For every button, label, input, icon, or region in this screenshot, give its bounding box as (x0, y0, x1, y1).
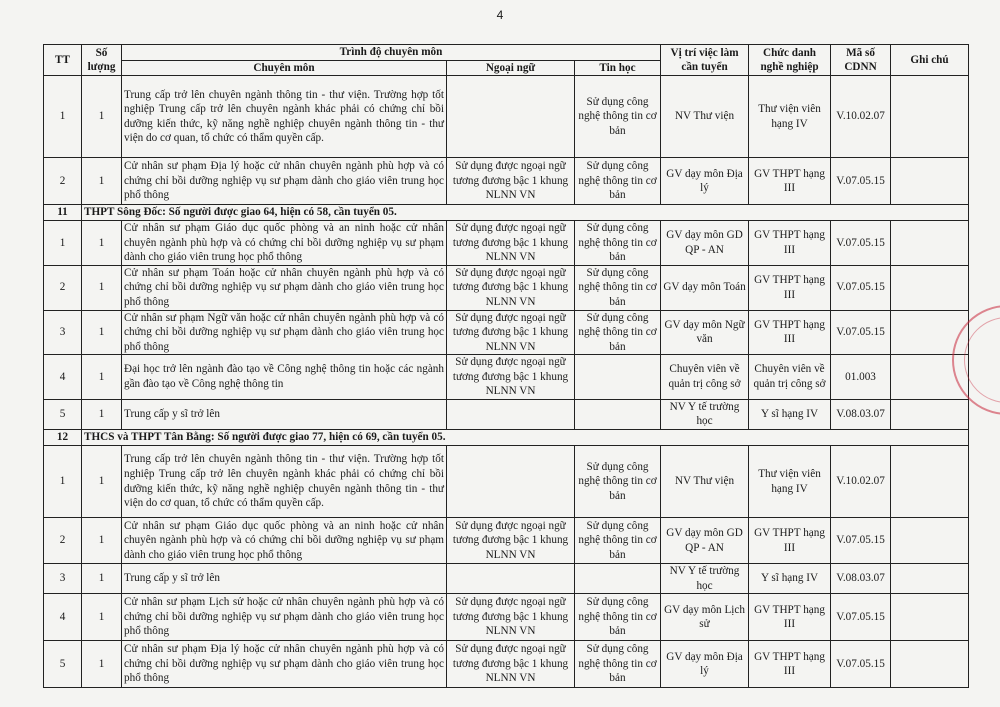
cell-tt: 2 (44, 518, 82, 564)
cell-ngoai-ngu (447, 564, 575, 594)
cell-so-luong: 1 (82, 446, 122, 518)
cell-ma-so: V.08.03.07 (831, 399, 891, 429)
cell-ma-so: 01.003 (831, 355, 891, 400)
cell-ngoai-ngu: Sử dụng được ngoại ngữ tương đương bậc 1 khung NLNN VN (447, 158, 575, 205)
header-trinh-do: Trình độ chuyên môn (122, 45, 661, 61)
cell-vi-tri: NV Thư viện (661, 76, 749, 158)
cell-vi-tri: Chuyên viên về quản trị công sở (661, 355, 749, 400)
official-seal-inner-ring (964, 317, 1000, 403)
cell-tin-hoc: Sử dụng công nghệ thông tin cơ bản (575, 76, 661, 158)
cell-chuyen-mon: Trung cấp trở lên chuyên ngành thông tin - thư viện. Trường hợp tốt nghiệp Trung cấp trở lên chuyên ngành khác phải có chứng chỉ bồi dưỡng kiến thức, kỹ năng nghề nghiệp chuyên ngành thông tin - thư viện do cơ quan, tổ chức có thẩm quyền cấp. (122, 76, 447, 158)
table-row (44, 158, 969, 205)
cell-vi-tri: GV dạy môn GD QP - AN (661, 518, 749, 564)
cell-ghi-chu (891, 265, 969, 310)
cell-ghi-chu (891, 564, 969, 594)
cell-ngoai-ngu: Sử dụng được ngoại ngữ tương đương bậc 1 khung NLNN VN (447, 594, 575, 641)
cell-chuc-danh: Chuyên viên về quản trị công sở (749, 355, 831, 400)
cell-tin-hoc (575, 399, 661, 429)
table-row (44, 399, 969, 429)
cell-tin-hoc: Sử dụng công nghệ thông tin cơ bản (575, 265, 661, 310)
cell-chuc-danh: GV THPT hạng III (749, 265, 831, 310)
cell-tin-hoc: Sử dụng công nghệ thông tin cơ bản (575, 158, 661, 205)
header-vi-tri: Vị trí việc làm cần tuyển (661, 45, 749, 76)
cell-ngoai-ngu (447, 399, 575, 429)
cell-tt: 1 (44, 76, 82, 158)
cell-tt: 3 (44, 310, 82, 355)
table-row (44, 518, 969, 564)
cell-so-luong: 1 (82, 594, 122, 641)
cell-vi-tri: GV dạy môn Lịch sử (661, 594, 749, 641)
section-number: 12 (44, 430, 82, 446)
table-row (44, 76, 969, 158)
header-row-1 (44, 45, 969, 61)
header-tin-hoc: Tin học (575, 60, 661, 76)
cell-ghi-chu (891, 518, 969, 564)
cell-so-luong: 1 (82, 76, 122, 158)
cell-ghi-chu (891, 221, 969, 266)
table-row (44, 355, 969, 400)
cell-chuyen-mon: Cử nhân sư phạm Giáo dục quốc phòng và an ninh hoặc cử nhân chuyên ngành phù hợp và có chứng chỉ bồi dưỡng nghiệp vụ sư phạm dành cho giáo viên trung học phổ thông (122, 518, 447, 564)
cell-so-luong: 1 (82, 310, 122, 355)
cell-chuc-danh: Thư viện viên hạng IV (749, 446, 831, 518)
cell-tt: 3 (44, 564, 82, 594)
cell-chuyen-mon: Cử nhân sư phạm Giáo dục quốc phòng và an ninh hoặc cử nhân chuyên ngành phù hợp và có chứng chỉ bồi dưỡng nghiệp vụ sư phạm dành cho giáo viên trung học phổ thông (122, 221, 447, 266)
cell-vi-tri: GV dạy môn Địa lý (661, 158, 749, 205)
cell-ngoai-ngu: Sử dụng được ngoại ngữ tương đương bậc 1 khung NLNN VN (447, 310, 575, 355)
cell-vi-tri: NV Thư viện (661, 446, 749, 518)
table-row (44, 446, 969, 518)
cell-chuc-danh: GV THPT hạng III (749, 594, 831, 641)
cell-chuyen-mon: Cử nhân sư phạm Lịch sử hoặc cử nhân chuyên ngành phù hợp và có chứng chỉ bồi dưỡng nghiệp vụ sư phạm dành cho giáo viên trung học phổ thông (122, 594, 447, 641)
cell-ma-so: V.08.03.07 (831, 564, 891, 594)
cell-vi-tri: NV Y tế trường học (661, 564, 749, 594)
cell-chuc-danh: Thư viện viên hạng IV (749, 76, 831, 158)
header-ghi-chu: Ghi chú (891, 45, 969, 76)
cell-tt: 5 (44, 399, 82, 429)
cell-chuyen-mon: Cử nhân sư phạm Địa lý hoặc cử nhân chuyên ngành phù hợp và có chứng chỉ bồi dưỡng nghiệp vụ sư phạm dành cho giáo viên trung học phổ thông (122, 158, 447, 205)
section-title: THPT Sông Đốc: Số người được giao 64, hiện có 58, cần tuyển 05. (82, 205, 969, 221)
cell-so-luong: 1 (82, 265, 122, 310)
cell-ghi-chu (891, 76, 969, 158)
header-chuyen-mon: Chuyên môn (122, 60, 447, 76)
table-row (44, 594, 969, 641)
cell-ma-so: V.07.05.15 (831, 641, 891, 688)
cell-tt: 4 (44, 355, 82, 400)
cell-ngoai-ngu (447, 76, 575, 158)
cell-ngoai-ngu: Sử dụng được ngoại ngữ tương đương bậc 1 khung NLNN VN (447, 221, 575, 266)
table-row (44, 265, 969, 310)
cell-chuc-danh: GV THPT hạng III (749, 310, 831, 355)
cell-vi-tri: GV dạy môn Ngữ văn (661, 310, 749, 355)
cell-so-luong: 1 (82, 518, 122, 564)
cell-tin-hoc (575, 564, 661, 594)
cell-chuc-danh: Y sĩ hạng IV (749, 399, 831, 429)
cell-ma-so: V.07.05.15 (831, 265, 891, 310)
cell-ghi-chu (891, 594, 969, 641)
cell-ngoai-ngu: Sử dụng được ngoại ngữ tương đương bậc 1 khung NLNN VN (447, 265, 575, 310)
cell-tt: 2 (44, 158, 82, 205)
cell-ghi-chu (891, 641, 969, 688)
table-row (44, 310, 969, 355)
header-tt: TT (44, 45, 82, 76)
cell-ghi-chu (891, 158, 969, 205)
cell-tt: 1 (44, 446, 82, 518)
cell-ma-so: V.10.02.07 (831, 76, 891, 158)
cell-tin-hoc: Sử dụng công nghệ thông tin cơ bản (575, 594, 661, 641)
cell-so-luong: 1 (82, 641, 122, 688)
cell-ma-so: V.10.02.07 (831, 446, 891, 518)
header-ma-so: Mã số CDNN (831, 45, 891, 76)
cell-tt: 5 (44, 641, 82, 688)
table-row (44, 564, 969, 594)
cell-ghi-chu (891, 446, 969, 518)
cell-chuyen-mon: Trung cấp trở lên chuyên ngành thông tin - thư viện. Trường hợp tốt nghiệp Trung cấp trở lên chuyên ngành khác phải có chứng chỉ bồi dưỡng kiến thức, kỹ năng nghề nghiệp chuyên ngành thông tin - thư viện do cơ quan, tổ chức có thẩm quyền cấp. (122, 446, 447, 518)
cell-tt: 4 (44, 594, 82, 641)
cell-ngoai-ngu (447, 446, 575, 518)
cell-tt: 1 (44, 221, 82, 266)
cell-ma-so: V.07.05.15 (831, 594, 891, 641)
header-ngoai-ngu: Ngoại ngữ (447, 60, 575, 76)
cell-tin-hoc (575, 355, 661, 400)
cell-chuc-danh: GV THPT hạng III (749, 221, 831, 266)
cell-chuc-danh: GV THPT hạng III (749, 641, 831, 688)
cell-chuyen-mon: Cử nhân sư phạm Toán hoặc cử nhân chuyên ngành phù hợp và có chứng chỉ bồi dưỡng nghiệp vụ sư phạm dành cho giáo viên trung học phổ thông (122, 265, 447, 310)
cell-tin-hoc: Sử dụng công nghệ thông tin cơ bản (575, 518, 661, 564)
cell-ngoai-ngu: Sử dụng được ngoại ngữ tương đương bậc 1 khung NLNN VN (447, 641, 575, 688)
cell-ngoai-ngu: Sử dụng được ngoại ngữ tương đương bậc 1 khung NLNN VN (447, 518, 575, 564)
cell-ngoai-ngu: Sử dụng được ngoại ngữ tương đương bậc 1 khung NLNN VN (447, 355, 575, 400)
header-so-luong: Số lượng (82, 45, 122, 76)
cell-chuyen-mon: Trung cấp y sĩ trở lên (122, 564, 447, 594)
cell-tin-hoc: Sử dụng công nghệ thông tin cơ bản (575, 310, 661, 355)
cell-tin-hoc: Sử dụng công nghệ thông tin cơ bản (575, 446, 661, 518)
cell-chuc-danh: GV THPT hạng III (749, 158, 831, 205)
section-header-row (44, 205, 969, 221)
recruitment-table (43, 44, 969, 688)
cell-vi-tri: GV dạy môn Toán (661, 265, 749, 310)
cell-tt: 2 (44, 265, 82, 310)
table-body (44, 76, 969, 688)
cell-chuc-danh: Y sĩ hạng IV (749, 564, 831, 594)
cell-vi-tri: GV dạy môn GD QP - AN (661, 221, 749, 266)
section-title: THCS và THPT Tân Bằng: Số người được giao 77, hiện có 69, cần tuyển 05. (82, 430, 969, 446)
header-chuc-danh: Chức danh nghề nghiệp (749, 45, 831, 76)
table-row (44, 221, 969, 266)
cell-vi-tri: GV dạy môn Địa lý (661, 641, 749, 688)
cell-so-luong: 1 (82, 399, 122, 429)
cell-chuyen-mon: Đại học trở lên ngành đào tạo về Công nghệ thông tin hoặc các ngành gần đào tạo về Công nghệ thông tin (122, 355, 447, 400)
cell-vi-tri: NV Y tế trường học (661, 399, 749, 429)
cell-tin-hoc: Sử dụng công nghệ thông tin cơ bản (575, 221, 661, 266)
cell-so-luong: 1 (82, 221, 122, 266)
cell-chuyen-mon: Cử nhân sư phạm Ngữ văn hoặc cử nhân chuyên ngành phù hợp và có chứng chỉ bồi dưỡng nghiệp vụ sư phạm dành cho giáo viên trung học phổ thông (122, 310, 447, 355)
section-number: 11 (44, 205, 82, 221)
cell-so-luong: 1 (82, 355, 122, 400)
cell-ma-so: V.07.05.15 (831, 518, 891, 564)
cell-so-luong: 1 (82, 158, 122, 205)
page-number: 4 (496, 8, 504, 22)
cell-chuc-danh: GV THPT hạng III (749, 518, 831, 564)
table-row (44, 641, 969, 688)
cell-ma-so: V.07.05.15 (831, 310, 891, 355)
cell-ghi-chu (891, 399, 969, 429)
section-header-row (44, 430, 969, 446)
cell-ma-so: V.07.05.15 (831, 221, 891, 266)
cell-so-luong: 1 (82, 564, 122, 594)
cell-ma-so: V.07.05.15 (831, 158, 891, 205)
cell-chuyen-mon: Trung cấp y sĩ trở lên (122, 399, 447, 429)
cell-chuyen-mon: Cử nhân sư phạm Địa lý hoặc cử nhân chuyên ngành phù hợp và có chứng chỉ bồi dưỡng nghiệp vụ sư phạm dành cho giáo viên trung học phổ thông (122, 641, 447, 688)
cell-tin-hoc: Sử dụng công nghệ thông tin cơ bản (575, 641, 661, 688)
